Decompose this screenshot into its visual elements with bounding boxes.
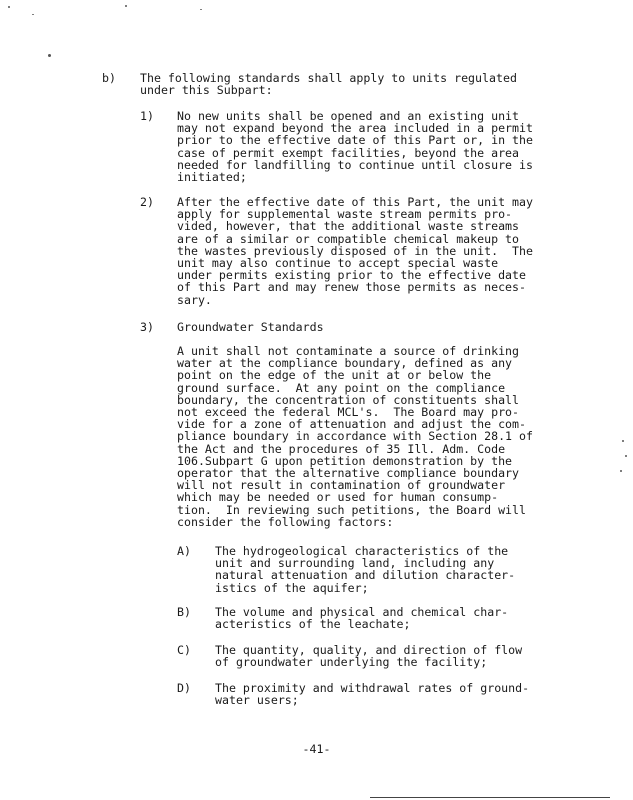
text-line: The volume and physical and chemical char- — [215, 605, 509, 619]
text-line: will not result in contamination of groundwater — [177, 478, 506, 493]
text-line: unit may also continue to accept special waste — [177, 256, 499, 271]
factor-d-label: D) — [177, 681, 191, 695]
text-line: vide for a zone of attenuation and adjust the com- — [177, 417, 527, 432]
scan-speck — [200, 9, 202, 10]
text-line: ground surface. At any point on the compliance — [177, 380, 506, 395]
factor-b-text — [215, 606, 508, 630]
text-line: prior to the effective date of this Part or, in the — [177, 133, 533, 148]
section-b-label: b) — [102, 71, 116, 85]
text-line: natural attenuation and dilution character- — [215, 568, 516, 583]
text-line: sary. — [177, 292, 212, 307]
scan-speck — [622, 440, 624, 442]
text-line: The hydrogeological characteristics of the — [215, 544, 509, 558]
text-line: initiated; — [177, 170, 247, 185]
scan-speck — [620, 470, 622, 472]
text-line: which may be needed or used for human consump- — [177, 490, 499, 505]
factor-a-text — [215, 545, 515, 594]
text-line: case of permit exempt facilities, beyond the area — [177, 145, 520, 160]
factor-d-text — [215, 682, 529, 706]
scan-speck — [8, 6, 10, 8]
text-line: under this Subpart: — [140, 83, 273, 98]
section-b-text — [140, 72, 517, 96]
text-line: apply for supplemental waste stream permits pro- — [177, 207, 513, 222]
factor-c-label: C) — [177, 643, 191, 657]
text-line: the wastes previously disposed of in the unit. The — [177, 243, 533, 258]
text-line: pliance boundary in accordance with Section 28.1 of — [177, 429, 533, 444]
text-line: The quantity, quality, and direction of flow — [215, 643, 523, 657]
text-line: point on the edge of the unit at or below the — [177, 368, 492, 383]
text-line: unit and surrounding land, including any — [215, 556, 495, 571]
scan-edge-line — [370, 797, 610, 798]
text-line: operator that the alternative compliance boundary — [177, 466, 520, 481]
item-1-text — [177, 110, 533, 183]
text-line: not exceed the federal MCL's. The Board may pro- — [177, 405, 520, 420]
text-line: water at the compliance boundary, defined as any — [177, 356, 513, 371]
text-line: are of a similar or compatible chemical makeup to — [177, 231, 520, 246]
text-line: water users; — [215, 693, 299, 708]
text-line: the Act and the procedures of 35 Ill. Adm. Code — [177, 441, 506, 456]
text-line: of groundwater underlying the facility; — [215, 655, 488, 670]
page-number: -41- — [302, 742, 331, 756]
text-line: tion. In reviewing such petitions, the Board will — [177, 502, 527, 517]
text-line: may not expand beyond the area included in a permit — [177, 121, 533, 136]
item-3-label: 3) — [140, 320, 154, 334]
scan-speck — [48, 54, 51, 57]
text-line: needed for landfilling to continue until closure is — [177, 157, 533, 172]
text-line: boundary, the concentration of constituents shall — [177, 392, 520, 407]
text-line: consider the following factors: — [177, 514, 394, 529]
text-line: No new units shall be opened and an existing unit — [177, 109, 520, 123]
text-line: A unit shall not contaminate a source of drinking — [177, 344, 520, 358]
factor-a-label: A) — [177, 544, 191, 558]
item-1-label: 1) — [140, 109, 154, 123]
scan-speck — [32, 14, 34, 15]
text-line: The following standards shall apply to units regulated — [140, 71, 517, 85]
text-line: 106.Subpart G upon petition demonstration by the — [177, 453, 513, 468]
text-line: under permits existing prior to the effective date — [177, 268, 527, 283]
item-2-label: 2) — [140, 195, 154, 209]
text-line: istics of the aquifer; — [215, 580, 369, 595]
factor-b-label: B) — [177, 605, 191, 619]
factor-c-text — [215, 644, 522, 668]
text-line: vided, however, that the additional waste streams — [177, 219, 520, 234]
item-3-text — [177, 345, 533, 528]
scan-speck — [125, 5, 127, 7]
item-2-text — [177, 196, 533, 306]
text-line: The proximity and withdrawal rates of ground- — [215, 681, 530, 695]
text-line: After the effective date of this Part, the unit may — [177, 195, 533, 209]
text-line: of this Part and may renew those permits as neces- — [177, 280, 527, 295]
groundwater-standards-heading: Groundwater Standards — [177, 320, 324, 334]
text-line: acteristics of the leachate; — [215, 617, 411, 632]
scan-speck — [625, 455, 627, 457]
